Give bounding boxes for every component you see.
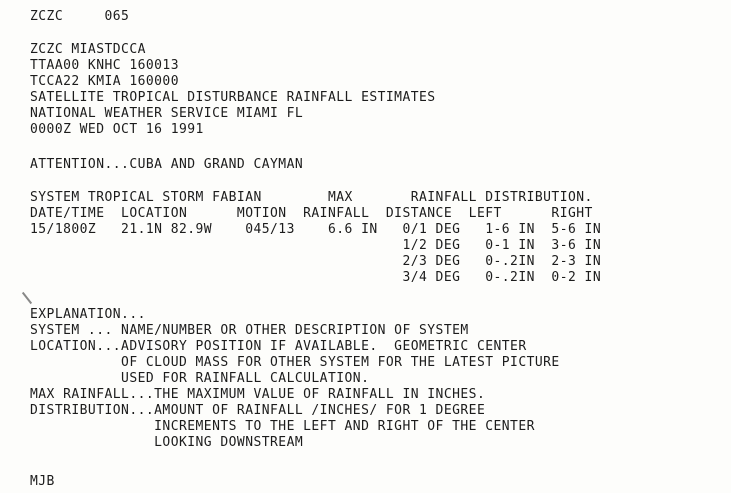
table-header-line: SYSTEM TROPICAL STORM FABIAN MAX RAINFALL DISTRIBUTION.: [30, 190, 593, 205]
table-row: 15/1800Z 21.1N 82.9W 045/13 6.6 IN 0/1 DEG 1-6 IN 5-6 IN: [30, 222, 602, 237]
explanation-line: OF CLOUD MASS FOR OTHER SYSTEM FOR THE LATEST PICTURE: [30, 355, 560, 370]
table-row: 1/2 DEG 0-1 IN 3-6 IN: [30, 238, 602, 253]
table-header-line: DATE/TIME LOCATION MOTION RAINFALL DISTANCE LEFT RIGHT: [30, 206, 593, 221]
bulletin-title: SATELLITE TROPICAL DISTURBANCE RAINFALL ESTIMATES: [30, 90, 436, 105]
explanation-line: LOCATION...ADVISORY POSITION IF AVAILABLE. GEOMETRIC CENTER: [30, 339, 527, 354]
header-block-line: TTAA00 KNHC 160013: [30, 58, 179, 73]
header-block-line: ZCZC MIASTDCCA: [30, 42, 146, 57]
table-row: 3/4 DEG 0-.2IN 0-2 IN: [30, 270, 602, 285]
header-block-line: TCCA22 KMIA 160000: [30, 74, 179, 89]
explanation-line: SYSTEM ... NAME/NUMBER OR OTHER DESCRIPTION OF SYSTEM: [30, 323, 469, 338]
issuing-office: NATIONAL WEATHER SERVICE MIAMI FL: [30, 106, 304, 121]
signature: MJB: [30, 474, 55, 489]
table-row: 2/3 DEG 0-.2IN 2-3 IN: [30, 254, 602, 269]
explanation-line: USED FOR RAINFALL CALCULATION.: [30, 371, 370, 386]
explanation-line: LOOKING DOWNSTREAM: [30, 435, 304, 450]
explanation-line: DISTRIBUTION...AMOUNT OF RAINFALL /INCHES/ FOR 1 DEGREE: [30, 403, 486, 418]
explanation-line: MAX RAINFALL...THE MAXIMUM VALUE OF RAINFALL IN INCHES.: [30, 387, 486, 402]
header-line: ZCZC 065: [30, 9, 130, 24]
explanation-line: INCREMENTS TO THE LEFT AND RIGHT OF THE CENTER: [30, 419, 535, 434]
stray-pen-mark: [22, 292, 32, 304]
explanation-heading: EXPLANATION...: [30, 307, 146, 322]
attention-line: ATTENTION...CUBA AND GRAND CAYMAN: [30, 157, 304, 172]
issue-time: 0000Z WED OCT 16 1991: [30, 122, 204, 137]
